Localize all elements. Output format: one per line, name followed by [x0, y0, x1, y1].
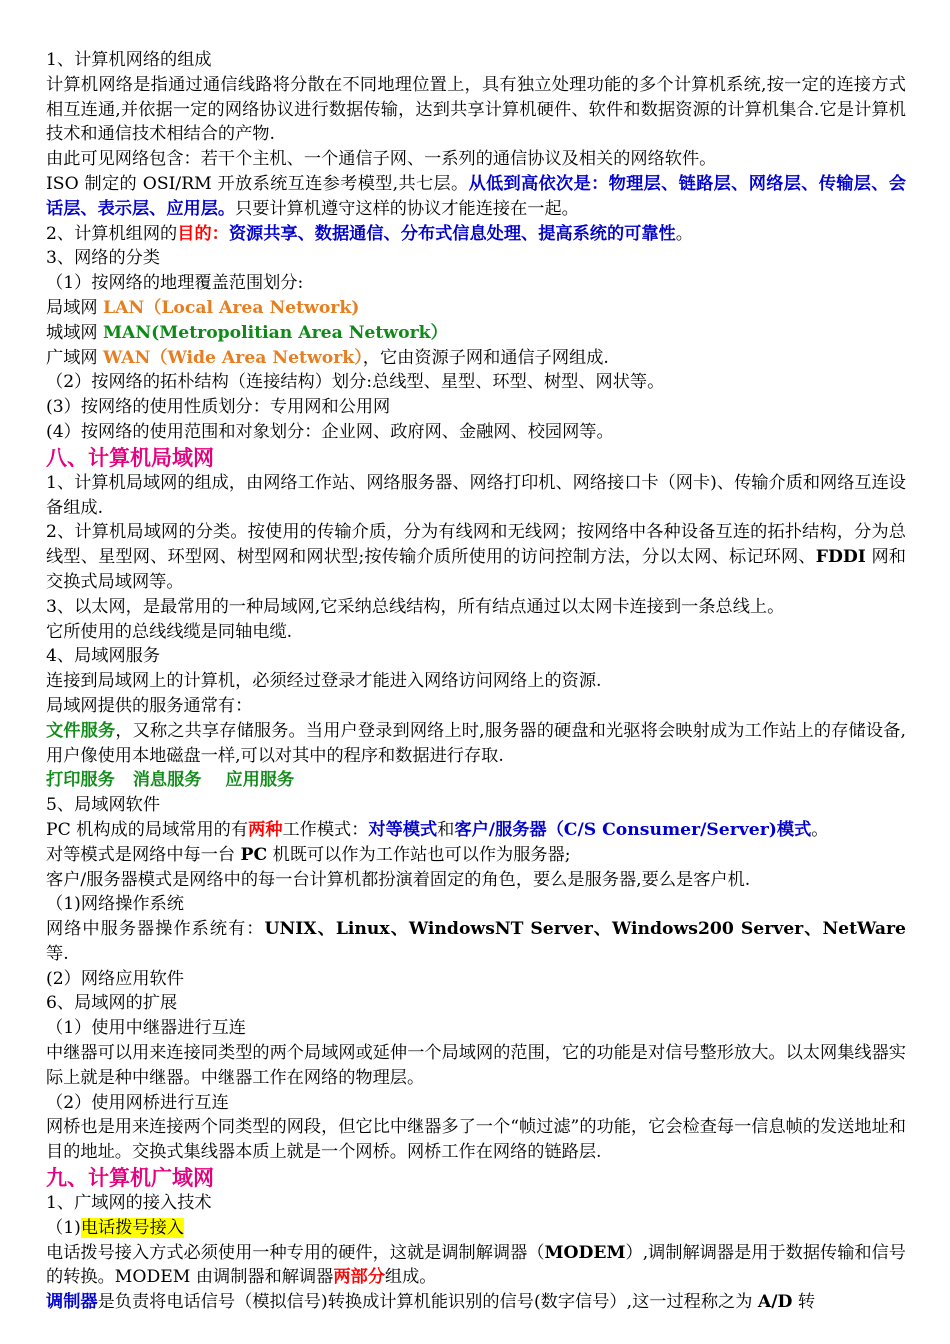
- subheading-lan-services: 4、局域网服务: [46, 646, 161, 667]
- file-service-term: 文件服务: [46, 720, 116, 741]
- item-wan: 广域网 WAN（Wide Area Network），它由资源子网和通信子网组成.: [46, 347, 609, 368]
- paragraph-repeater: 中继器可以用来连接同类型的两个局域网或延伸一个局域网的范围，它的功能是对信号整形放大。以太网集线器实际上就是种中继器。中继器工作在网络的物理层。: [46, 1043, 906, 1088]
- paragraph-network-contains: 由此可见网络包含：若干个主机、一个通信子网、一系列的通信协议及相关的网络软件。: [46, 149, 717, 170]
- paragraph-server-os: 网络中服务器操作系统有：UNIX、Linux、WindowsNT Server、Windows200 Server、NetWare 等.: [46, 919, 906, 964]
- item-man: 城域网 MAN(Metropolitian Area Network）: [46, 322, 448, 343]
- item-repeater: （1）使用中继器进行互连: [46, 1018, 246, 1039]
- lan-term: LAN（Local Area Network): [103, 297, 360, 318]
- subheading-lan-extension: 6、局域网的扩展: [46, 993, 178, 1014]
- paragraph-client-server-mode: 客户/服务器模式是网络中的每一台计算机都扮演着固定的角色，要么是服务器,要么是客户机.: [46, 869, 751, 890]
- section-heading-lan: 八、计算机局域网: [46, 444, 214, 470]
- paragraph-network-definition: 计算机网络是指通过通信线路将分散在不同地理位置上，具有独立处理功能的多个计算机系统,按一定的连接方式相互连通,并依据一定的网络协议进行数据传输，达到共享计算机硬件、软件和数据资源的计算机集合.它是计算机技术和通信技术相结合的产物.: [46, 74, 906, 145]
- purpose-list: 资源共享、数据通信、分布式信息处理、提高系统的可靠性: [228, 223, 676, 244]
- item-dialup: （1)电话拨号接入: [46, 1217, 184, 1238]
- osi-layers-highlight: 从低到高依次是：物理层、链路层、网络层、传输层、会话层、表示层、应用层。: [46, 173, 906, 219]
- subheading-network-composition: 1、计算机网络的组成: [46, 50, 212, 70]
- paragraph-bridge: 网桥也是用来连接两个同类型的网段，但它比中继器多了一个“帧过滤”的功能，它会检查每一信息帧的发送地址和目的地址。交换式集线器本质上就是一个网桥。网桥工作在网络的链路层.: [46, 1117, 906, 1163]
- paragraph-login: 连接到局域网上的计算机，必须经过登录才能进入网络访问网络上的资源.: [46, 671, 602, 692]
- paragraph-network-purpose: 2、计算机组网的目的：资源共享、数据通信、分布式信息处理、提高系统的可靠性。: [46, 223, 693, 244]
- wan-term: WAN（Wide Area Network）: [103, 347, 363, 368]
- item-nos: （1)网络操作系统: [46, 894, 184, 915]
- paragraph-modulator: 调制器是负责将电话信号（模拟信号)转换成计算机能识别的信号(数字信号）,这一过程称之为 A/D 转: [46, 1292, 816, 1313]
- subheading-network-classification: 3、网络的分类: [46, 248, 161, 269]
- man-term: MAN(Metropolitian Area Network）: [103, 322, 448, 343]
- item-network-apps: (2）网络应用软件: [46, 968, 184, 989]
- subheading-wan-access: 1、广域网的接入技术: [46, 1193, 212, 1214]
- item-geographic-scope: （1）按网络的地理覆盖范围划分:: [46, 273, 304, 294]
- paragraph-coax: 它所使用的总线线缆是同轴电缆.: [46, 621, 293, 642]
- subheading-lan-software: 5、局域网软件: [46, 795, 161, 816]
- dialup-highlight: 电话拨号接入: [80, 1217, 184, 1238]
- paragraph-modem: 电话拨号接入方式必须使用一种专用的硬件，这就是调制解调器（MODEM）,调制解调器是用于数据传输和信号的转换。MODEM 由调制器和解调器两部分组成。: [46, 1242, 906, 1288]
- paragraph-lan-classification: 2、计算机局域网的分类。按使用的传输介质，分为有线网和无线网；按网络中各种设备互连的拓扑结构，分为总线型、星型网、环型网、树型网和网状型;按传输介质所使用的访问控制方法，分以太网、标记环网、FDDI 网和交换式局域网等。: [46, 522, 906, 592]
- paragraph-services-intro: 局域网提供的服务通常有：: [46, 695, 253, 716]
- paragraph-other-services: 打印服务 消息服务 应用服务: [46, 770, 295, 791]
- item-topology: （2）按网络的拓朴结构（连接结构）划分:总线型、星型、环型、树型、网状等。: [46, 372, 665, 393]
- paragraph-file-service: 文件服务，又称之共享存储服务。当用户登录到网络上时,服务器的硬盘和光驱将会映射成为工作站上的存储设备,用户像使用本地磁盘一样,可以对其中的程序和数据进行存取.: [46, 720, 906, 766]
- document-page: [46, 48, 906, 1315]
- modulator-term: 调制器: [46, 1292, 98, 1313]
- item-bridge: （2）使用网桥进行互连: [46, 1092, 229, 1113]
- item-usage-nature: (3）按网络的使用性质划分：专用网和公用网: [46, 397, 391, 418]
- paragraph-lan-composition: 1、计算机局域网的组成，由网络工作站、网络服务器、网络打印机、网络接口卡（网卡)、传输介质和网络互连设备组成.: [46, 472, 906, 518]
- paragraph-ethernet: 3、以太网，是最常用的一种局域网,它采纳总线结构，所有结点通过以太网卡连接到一条总线上。: [46, 596, 785, 617]
- paragraph-work-modes: PC 机构成的局域常用的有两种工作模式：对等模式和客户/服务器（C/S Consumer/Server)模式。: [46, 819, 829, 840]
- section-heading-wan: 九、计算机广域网: [46, 1165, 214, 1191]
- paragraph-peer-mode: 对等模式是网络中每一台 PC 机既可以作为工作站也可以作为服务器;: [46, 844, 571, 865]
- item-usage-scope: (4）按网络的使用范围和对象划分：企业网、政府网、金融网、校园网等。: [46, 421, 614, 442]
- paragraph-osi-model: ISO 制定的 OSI/RM 开放系统互连参考模型,共七层。从低到高依次是：物理层、链路层、网络层、传输层、会话层、表示层、应用层。只要计算机遵守这样的协议才能连接在一起。: [46, 173, 906, 219]
- purpose-keyword: 目的: [177, 223, 212, 244]
- item-lan: 局域网 LAN（Local Area Network): [46, 297, 360, 318]
